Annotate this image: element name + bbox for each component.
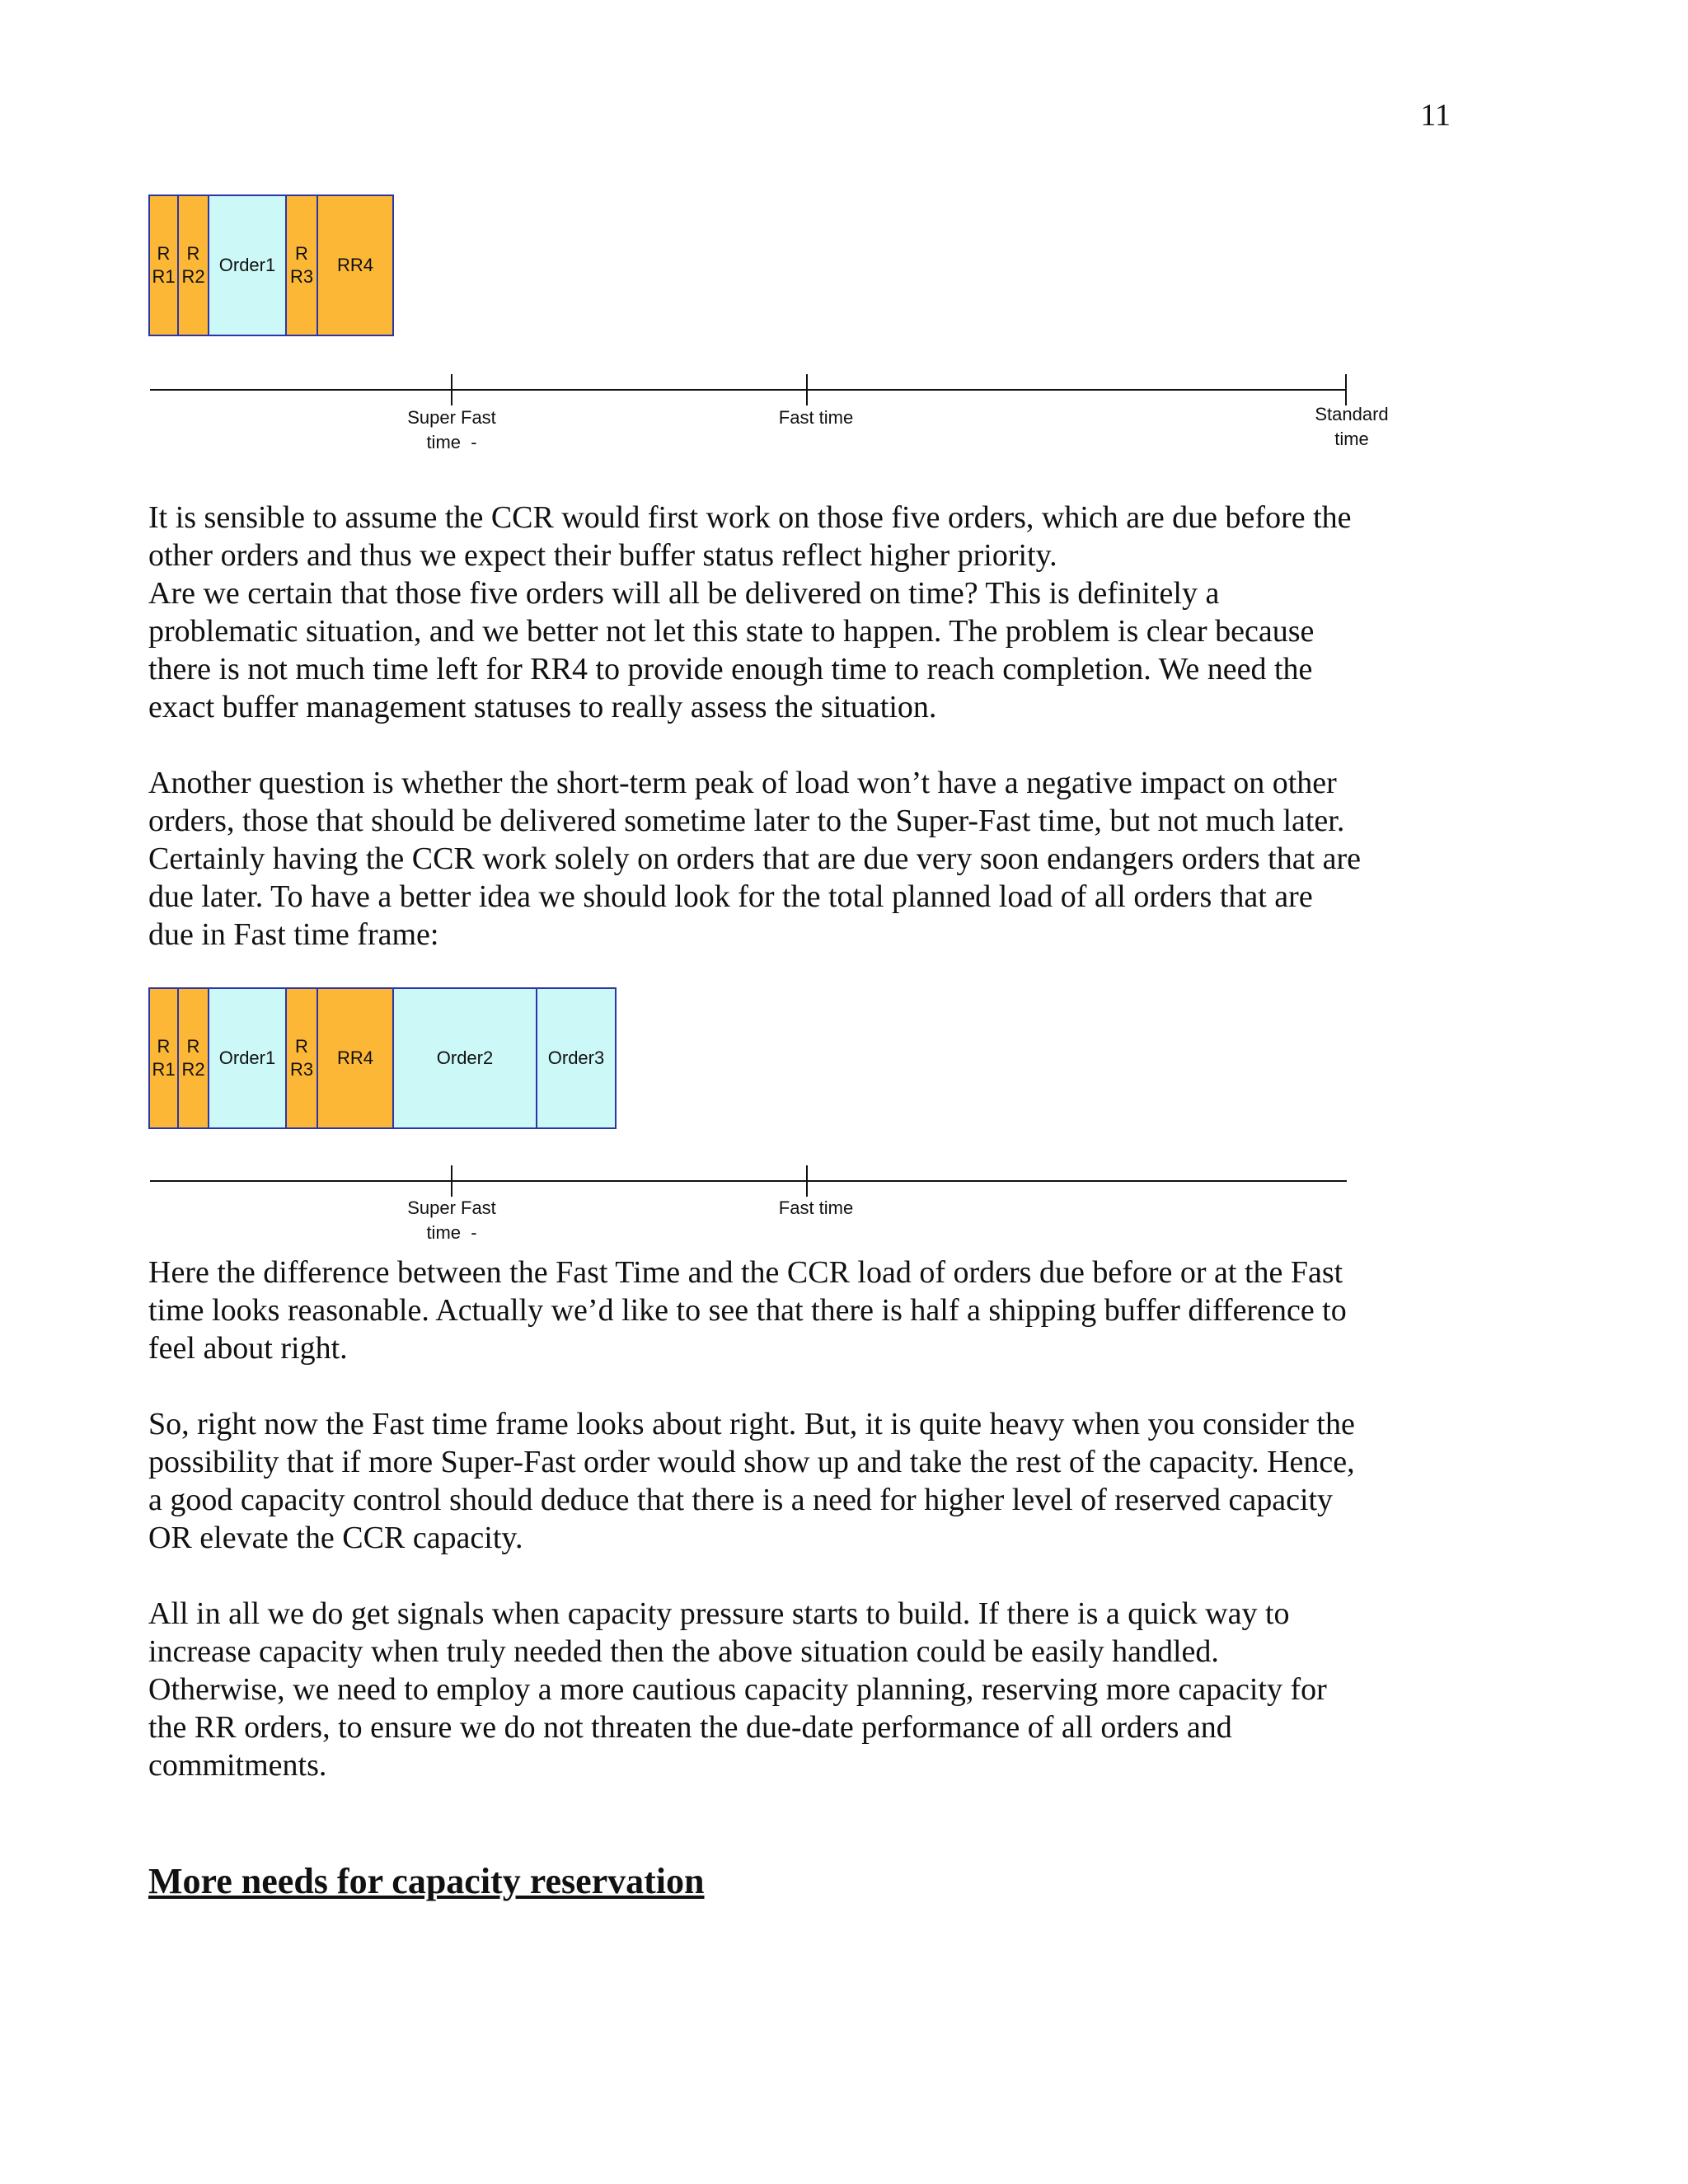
paragraph-3: Here the difference between the Fast Time and the CCR load of orders due before or at the Fast time looks reasonable. Actually we’d like to see that there is half a shipping buffer difference to feel about right. xyxy=(148,1255,1347,1366)
standard-time-tick xyxy=(1345,374,1347,405)
super-fast-label: Super Fast time - xyxy=(407,407,496,452)
fast-time-tick xyxy=(806,1165,808,1197)
load-diagram-1 xyxy=(0,194,1688,458)
page-number: 11 xyxy=(1420,98,1451,133)
super-fast-tick xyxy=(451,1165,452,1197)
standard-time-label: Standard time xyxy=(1315,404,1389,449)
rr4-block: RR4 xyxy=(316,987,394,1129)
fast-time-label: Fast time xyxy=(778,407,854,428)
rr2-block: R R2 xyxy=(177,987,209,1129)
load-diagram-2 xyxy=(0,987,1688,1243)
paragraph-2: Another question is whether the short-term peak of load won’t have a negative impact on other orders, those that should be delivered sometime later to the Super-Fast time, but not much later. Certainly having the CCR work solely on orders that are due very soon endangers orders that are due later. To have a better idea we should look for the total planned load of all orders that are due in Fast time frame: xyxy=(148,766,1362,952)
order1-block: Order1 xyxy=(208,194,287,336)
timeline-axis xyxy=(150,389,1347,391)
super-fast-label: Super Fast time - xyxy=(407,1197,496,1243)
super-fast-tick xyxy=(451,374,452,405)
rr3-block: R R3 xyxy=(285,987,318,1129)
paragraph-1: It is sensible to assume the CCR would first work on those five orders, which are due before the other orders and thus we expect their buffer status reflect higher priority. Are we certain that those five orders will all be delivered on time? This is definitely a problematic situation, and we better not let this state to happen. The problem is clear because there is not much time left for RR4 to provide enough time to reach completion. We need the exact buffer management statuses to really assess the situation. xyxy=(148,500,1352,724)
fast-time-label: Fast time xyxy=(778,1197,854,1218)
rr1-block: R R1 xyxy=(148,194,179,336)
paragraph-5: All in all we do get signals when capacity pressure starts to build. If there is a quick way to increase capacity when truly needed then the above situation could be easily handled. Otherwise, we need to employ a more cautious capacity planning, reserving more capacity for the RR orders, to ensure we do not threaten the due-date performance of all orders and commitments. xyxy=(148,1596,1327,1783)
timeline-axis xyxy=(150,1180,1347,1182)
paragraph-4: So, right now the Fast time frame looks about right. But, it is quite heavy when you consider the possibility that if more Super-Fast order would show up and take the rest of the capacity. Hence, a good capacity control should deduce that there is a need for higher level of reserved capacity OR elevate the CCR capacity. xyxy=(148,1407,1355,1555)
rr3-block: R R3 xyxy=(285,194,318,336)
fast-time-tick xyxy=(806,374,808,405)
order3-block: Order3 xyxy=(536,987,617,1129)
rr2-block: R R2 xyxy=(177,194,209,336)
order2-block: Order2 xyxy=(392,987,537,1129)
rr1-block: R R1 xyxy=(148,987,179,1129)
rr4-block: RR4 xyxy=(316,194,394,336)
section-heading: More needs for capacity reservation xyxy=(148,1861,705,1901)
order1-block: Order1 xyxy=(208,987,287,1129)
